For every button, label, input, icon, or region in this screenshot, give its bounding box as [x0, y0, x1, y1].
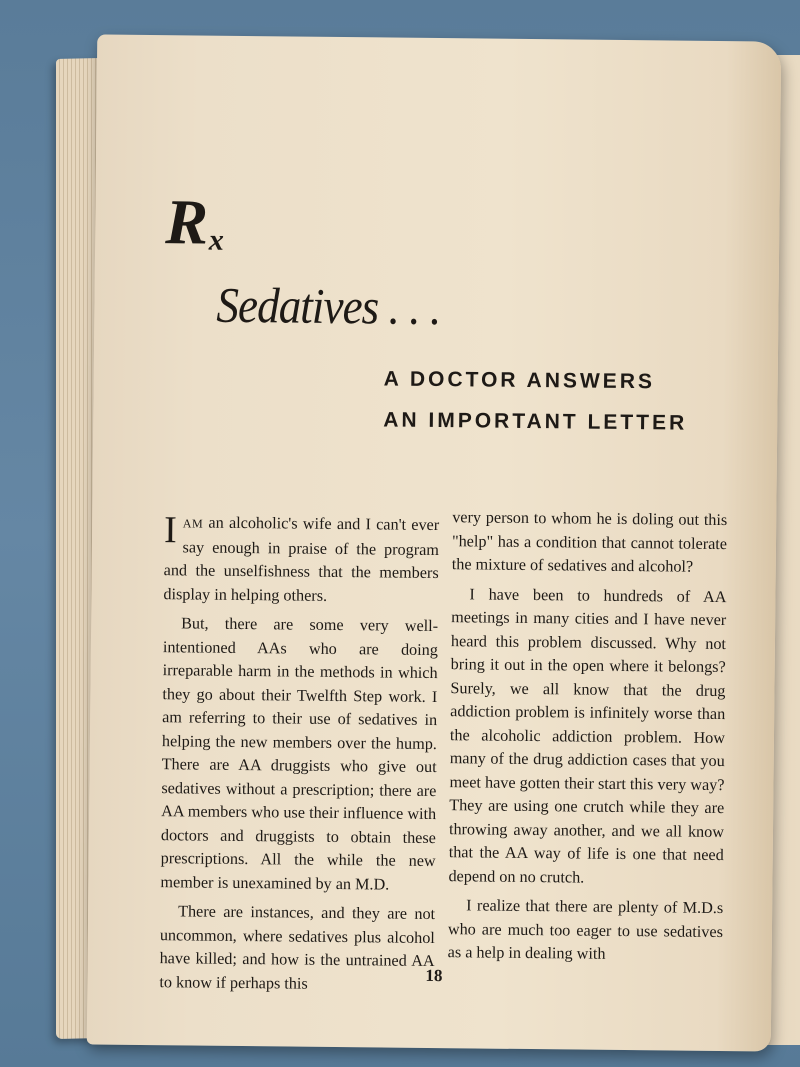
paragraph: I realize that there are plenty of M.D.s who are much too eager to use sedatives as a help in dealing with — [447, 896, 724, 963]
rx-symbol — [165, 185, 223, 260]
paragraph: But, there are some very well-intentioned AAs who are doing irreparable harm in the methods in which they go about their Twelfth Step work. I am referring to their use of sedatives in helping the new members over the hump. There are AA druggists who give out sedatives without a prescription; there are AA members who use their influence with doctors and druggists to obtain these prescriptions. All the while the new member is unexamined by an M.D. — [160, 614, 439, 894]
subtitle-line-1: A DOCTOR ANSWERS — [383, 367, 656, 394]
smallcaps-opening: AM — [182, 516, 204, 531]
drop-cap: I — [163, 509, 177, 552]
paragraph: very person to whom he is doling out this "help" has a condition that cannot tolerate the mixture of sedatives and alcohol? — [451, 508, 728, 576]
article-title: Sedatives . . . — [216, 276, 441, 336]
paragraph-text: an alcoholic's wife and I can't ever say enough in praise of the program and the unselfishness that the members display in helping others. — [163, 513, 440, 605]
text-column-right — [448, 506, 728, 967]
paragraph: I have been to hundreds of AA meetings in many cities and I have never heard this problem discussed. Why not bring it out in the open where it belongs? Surely, we all know that the drug addiction problem is infinitely worse than the alcoholic addiction problem. How many of the drug addiction cases that you meet have gotten their start this very way? They are using one crutch while they are throwing away another, and we all know that the AA way of life is one that need depend on no crutch. — [448, 584, 727, 887]
rx-subscript: x — [208, 223, 224, 257]
subtitle-line-2: AN IMPORTANT LETTER — [383, 408, 688, 435]
rx-letter: R — [164, 186, 208, 258]
page-number: 18 — [425, 965, 443, 986]
page-content — [157, 35, 768, 1051]
magazine-page — [87, 34, 782, 1051]
paragraph — [163, 511, 439, 609]
text-column-left — [159, 511, 439, 997]
paragraph: There are instances, and they are not uncommon, where sedatives plus alcohol have killed; and how is the untrained AA to know if perhaps this — [159, 902, 436, 993]
